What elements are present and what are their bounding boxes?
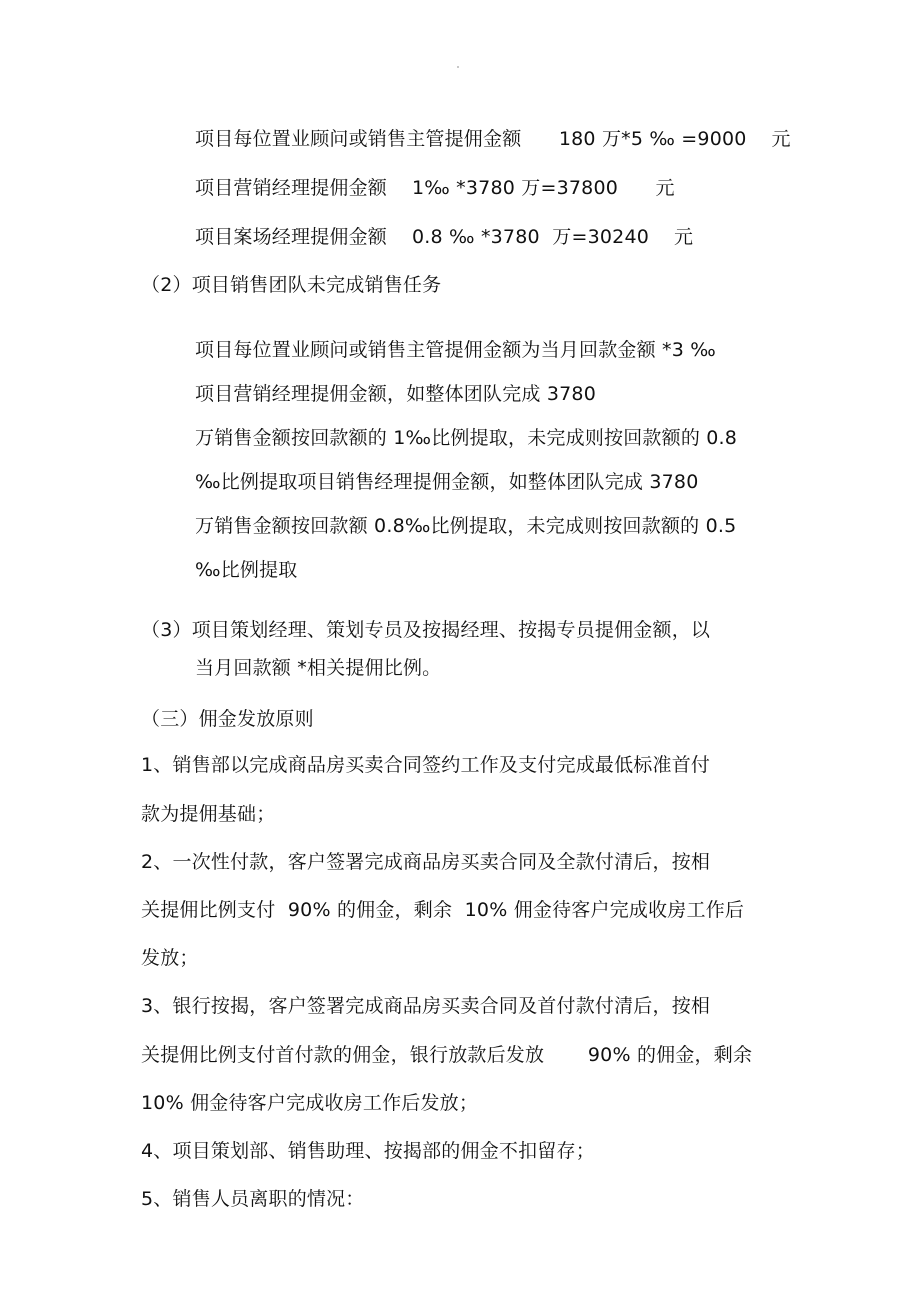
section-heading-san: （三）佣金发放原则 [141,708,314,730]
list-item-2-line-3: 发放； [141,947,199,969]
text-line-12: 当月回款额 *相关提佣比例。 [195,657,442,679]
list-item-1-line-1: 1、销售部以完成商品房买卖合同签约工作及支付完成最低标准首付 [141,754,711,776]
list-item-3-line-2: 关提佣比例支付首付款的佣金，银行放款后发放 90% 的佣金，剩余 [141,1044,753,1066]
list-item-1-line-2: 款为提佣基础； [141,803,276,825]
text-line-2: 项目营销经理提佣金额 1‰ *3780 万=37800 元 [195,177,675,199]
text-line-3: 项目案场经理提佣金额 0.8 ‰ *3780 万=30240 元 [195,226,694,248]
scan-dot [457,66,459,68]
text-line-7: 万销售金额按回款额的 1‰比例提取，未完成则按回款额的 0.8 [195,427,738,449]
text-line-6: 项目营销经理提佣金额，如整体团队完成 3780 [195,383,596,405]
list-item-4: 4、项目策划部、销售助理、按揭部的佣金不扣留存； [141,1140,595,1162]
text-line-1: 项目每位置业顾问或销售主管提佣金额 180 万*5 ‰ =9000 元 [195,128,791,150]
text-line-8: ‰比例提取项目销售经理提佣金额，如整体团队完成 3780 [195,471,699,493]
list-item-3-line-3: 10% 佣金待客户完成收房工作后发放； [141,1092,479,1114]
text-line-9: 万销售金额按回款额 0.8‰比例提取，未完成则按回款额的 0.5 [195,515,737,537]
section-heading-2: （2）项目销售团队未完成销售任务 [141,274,442,296]
text-line-5: 项目每位置业顾问或销售主管提佣金额为当月回款金额 *3 ‰ [195,339,716,361]
text-line-10: ‰比例提取 [195,559,298,581]
section-heading-3: （3）项目策划经理、策划专员及按揭经理、按揭专员提佣金额，以 [141,619,711,641]
list-item-3-line-1: 3、银行按揭，客户签署完成商品房买卖合同及首付款付清后，按相 [141,995,711,1017]
list-item-5: 5、销售人员离职的情况： [141,1188,365,1210]
list-item-2-line-2: 关提佣比例支付 90% 的佣金，剩余 10% 佣金待客户完成收房工作后 [141,899,745,921]
list-item-2-line-1: 2、一次性付款，客户签署完成商品房买卖合同及全款付清后，按相 [141,851,711,873]
